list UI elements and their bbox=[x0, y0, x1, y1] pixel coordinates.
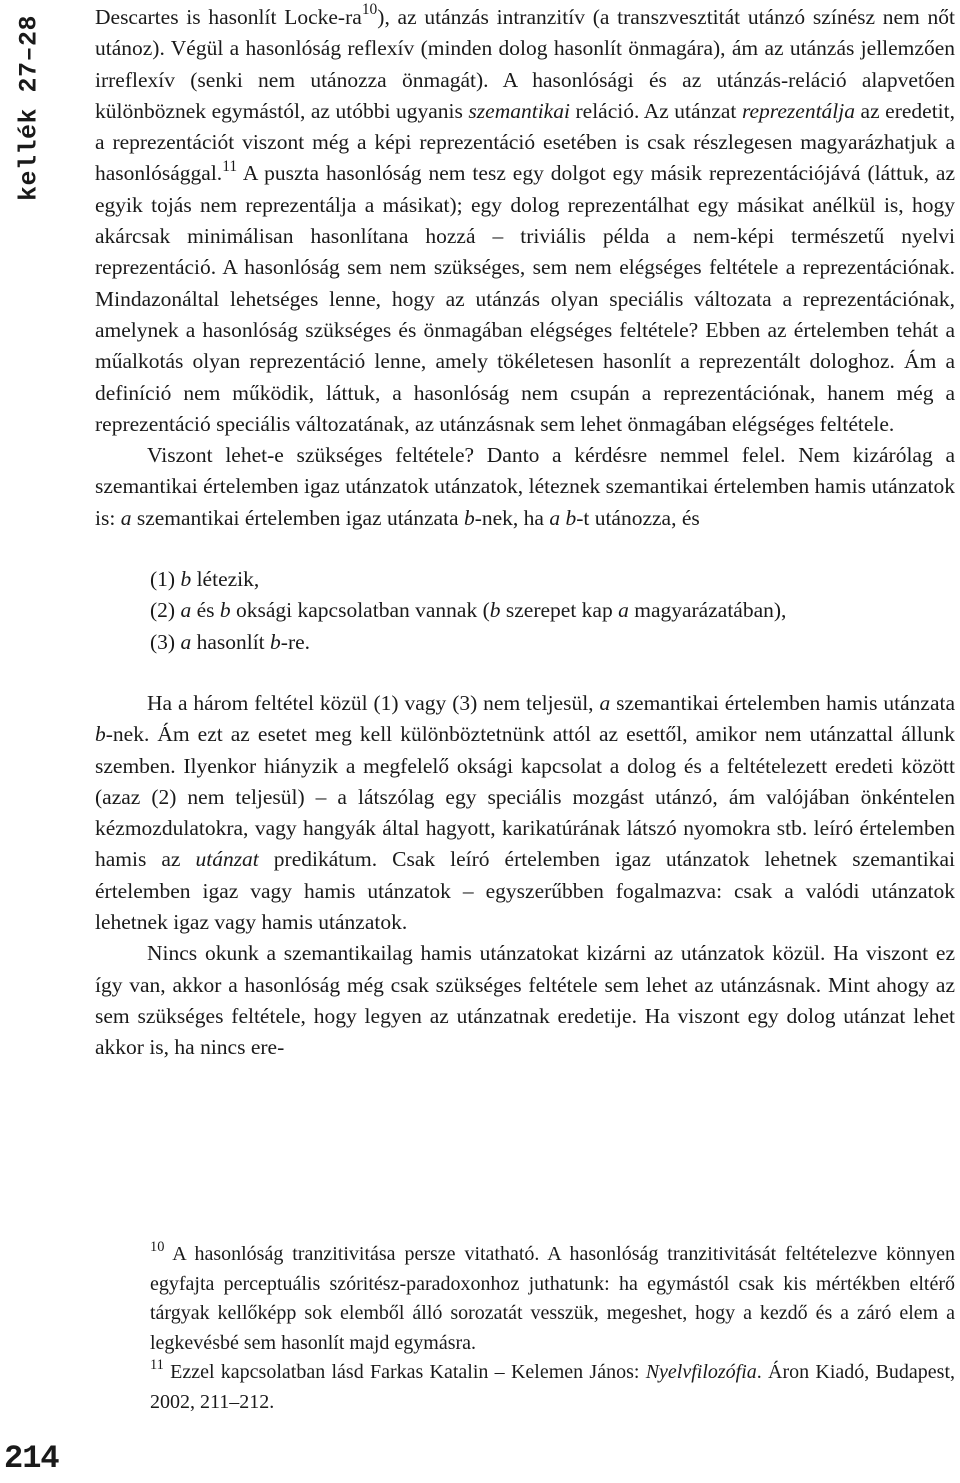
text-run: -nek. Ám ezt az esetet meg kell különböztetnünk attól az esettől, amikor nem utánzattal állunk szemben. Ilyenkor hiányzik a megfelelő oksági kapcsolat a dolog és a feltételezett eredeti között (azaz (2) nem teljesül) – a látszólag egy speciális mozgást utánzó, ám valójában önkéntelen kézmozdulatokra, vagy hangyák által hagyott, karikatúrának látszó nyomokra stb. leíró értelemben hamis az bbox=[95, 722, 955, 872]
footnote-11 bbox=[150, 1358, 955, 1417]
text-run: hasonlít bbox=[191, 629, 271, 654]
text-run: Viszont lehet-e szükséges feltétele? Danto a kérdésre nemmel felel. Nem kizárólag a szemantikai értelemben igaz utánzatok utánzatok, léteznek szemantikai értelemben hamis utánzatok is: bbox=[95, 443, 955, 530]
variable: b bbox=[219, 598, 231, 623]
journal-title: kellék 27–28 bbox=[14, 14, 44, 202]
paragraph-2 bbox=[95, 440, 955, 534]
paragraph-1 bbox=[95, 2, 955, 440]
text-run: magyarázatában), bbox=[628, 598, 787, 623]
variable: a bbox=[180, 629, 192, 654]
variable: a bbox=[180, 598, 192, 623]
emphasis: szemantikai bbox=[468, 98, 570, 123]
emphasis: utánzat bbox=[195, 847, 259, 872]
footnote-number: 11 bbox=[150, 1356, 164, 1373]
text-run: -re. bbox=[280, 629, 311, 654]
text-run: ), az utánzás intranzitív (a transzvesztitát utánzó színész nem nőt utánoz). Végül a hasonlóság reflexív (minden dolog hasonlít önmagára), ám az utánzás jellemzően irreflexív (senki nem utánozza önmagát). A hasonlósági és az utánzás-reláció alapvetően különböznek egymástól, az utóbbi ugyanis bbox=[95, 5, 955, 123]
variable: a bbox=[618, 598, 629, 623]
footnote-ref-10[interactable]: 10 bbox=[361, 1, 378, 19]
variable: a bbox=[549, 505, 561, 530]
text-run: oksági kapcsolatban vannak ( bbox=[230, 598, 490, 623]
condition-1 bbox=[150, 564, 955, 595]
page-number: 214 bbox=[4, 1440, 59, 1477]
paragraph-4: Nincs okunk a szemantikailag hamis utánzatokat kizárni az utánzatok közül. Ha viszont ez így van, akkor a hasonlóság még csak szükséges feltétele sem lehet az utánzásnak. Mint ahogy az sem szükséges feltétele, hogy legyen az utánzatnak eredetije. Ha viszont egy dolog utánzat lehet akkor is, ha nincs ere- bbox=[95, 941, 955, 1060]
condition-number: (3) bbox=[150, 629, 181, 654]
text-run: szemantikai értelemben igaz utánzata bbox=[131, 505, 464, 530]
variable: b bbox=[565, 505, 577, 530]
text-run: A puszta hasonlóság nem tesz egy dolgot egy másik reprezentációjává (láttuk, az egyik tojás nem reprezentálja a másikat); egy dolog reprezentálhat egy másikat anélkül is, hogy akárcsak minimálisan hasonlítana hozzá – triviális példa a nem-képi természetű nyelvi reprezentáció. A hasonlóság sem nem szükséges, sem nem elégséges feltétele a reprezentációnak. Mindazonáltal lehetséges lenne, hogy az utánzás olyan speciális változata a reprezentációnak, amelynek a hasonlóság szükséges és önmagában elégséges feltétele? Ebben az értelemben tehát a műalkotás olyan reprezentáció lenne, amely tökéletesen hasonlít a reprezentált dologhoz. Ám a definíció nem működik, láttuk, a hasonlóság nem csupán a reprezentációnak, hanem még a reprezentáció speciális változatának, az utánzásnak sem lehet önmagában elégséges feltétele. bbox=[95, 161, 955, 436]
text-run: Descartes is hasonlít Locke-ra bbox=[95, 5, 362, 29]
text-run: és bbox=[191, 598, 220, 623]
text-run: szerepet kap bbox=[500, 598, 619, 623]
variable: a bbox=[599, 690, 611, 715]
body-text bbox=[95, 2, 955, 1064]
text-run: -t utánozza, és bbox=[576, 505, 700, 530]
footnote-text: Ezzel kapcsolatban lásd Farkas Katalin – Kelemen János: bbox=[163, 1361, 646, 1383]
text-run: -nek, ha bbox=[474, 505, 550, 530]
variable: b bbox=[489, 598, 501, 623]
variable: a bbox=[120, 505, 132, 530]
text-run: létezik, bbox=[191, 567, 260, 592]
footnotes bbox=[150, 1240, 955, 1417]
footnote-10 bbox=[150, 1240, 955, 1358]
footnote-number: 10 bbox=[150, 1238, 165, 1255]
footnote-ref-11[interactable]: 11 bbox=[222, 157, 238, 175]
variable: b bbox=[95, 722, 106, 747]
condition-3 bbox=[150, 627, 955, 658]
emphasis: reprezentálja bbox=[741, 98, 855, 123]
text-run: reláció. Az utánzat bbox=[569, 98, 742, 123]
text-run: szemantikai értelemben hamis utánzata bbox=[610, 690, 955, 715]
variable: b bbox=[270, 629, 281, 654]
paragraph-3 bbox=[95, 688, 955, 938]
condition-2 bbox=[150, 595, 955, 626]
variable: b bbox=[180, 567, 192, 592]
text-run: az eredetit, a reprezentációt viszont még a képi reprezentáció esetében is csak részlegesen magyarázhatjuk a hasonlósággal. bbox=[95, 98, 955, 186]
footnote-text: . Áron Kiadó, Budapest, 2002, 211–212. bbox=[150, 1361, 956, 1413]
condition-list bbox=[95, 564, 955, 658]
condition-number: (1) bbox=[150, 567, 181, 592]
running-header bbox=[12, 8, 46, 208]
text-run: predikátum. Csak leíró értelemben igaz utánzatok lehetnek szemantikai értelemben igaz vagy hamis utánzatok – egyszerűbben fogalmazva: csak a valódi utánzatok lehetnek igaz vagy hamis utánzatok. bbox=[95, 847, 955, 935]
footnote-text: A hasonlóság tranzitivitása persze vitatható. A hasonlóság tranzitivitását feltételezve könnyen egyfajta perceptuális szóritész-paradoxonhoz juthatunk: ha egymástól csak kis mértékben eltérő tárgyak kellőképp sok elemből álló sorozatát vesszük, megeshet, hogy a kezdő és a záró elem a legkevésbé sem hasonlít majd egymásra. bbox=[150, 1243, 955, 1354]
book-title: Nyelvfilozófia bbox=[645, 1361, 757, 1383]
text-run: Ha a három feltétel közül (1) vagy (3) nem teljesül, bbox=[147, 690, 600, 715]
condition-number: (2) bbox=[150, 598, 181, 623]
variable: b bbox=[463, 505, 475, 530]
